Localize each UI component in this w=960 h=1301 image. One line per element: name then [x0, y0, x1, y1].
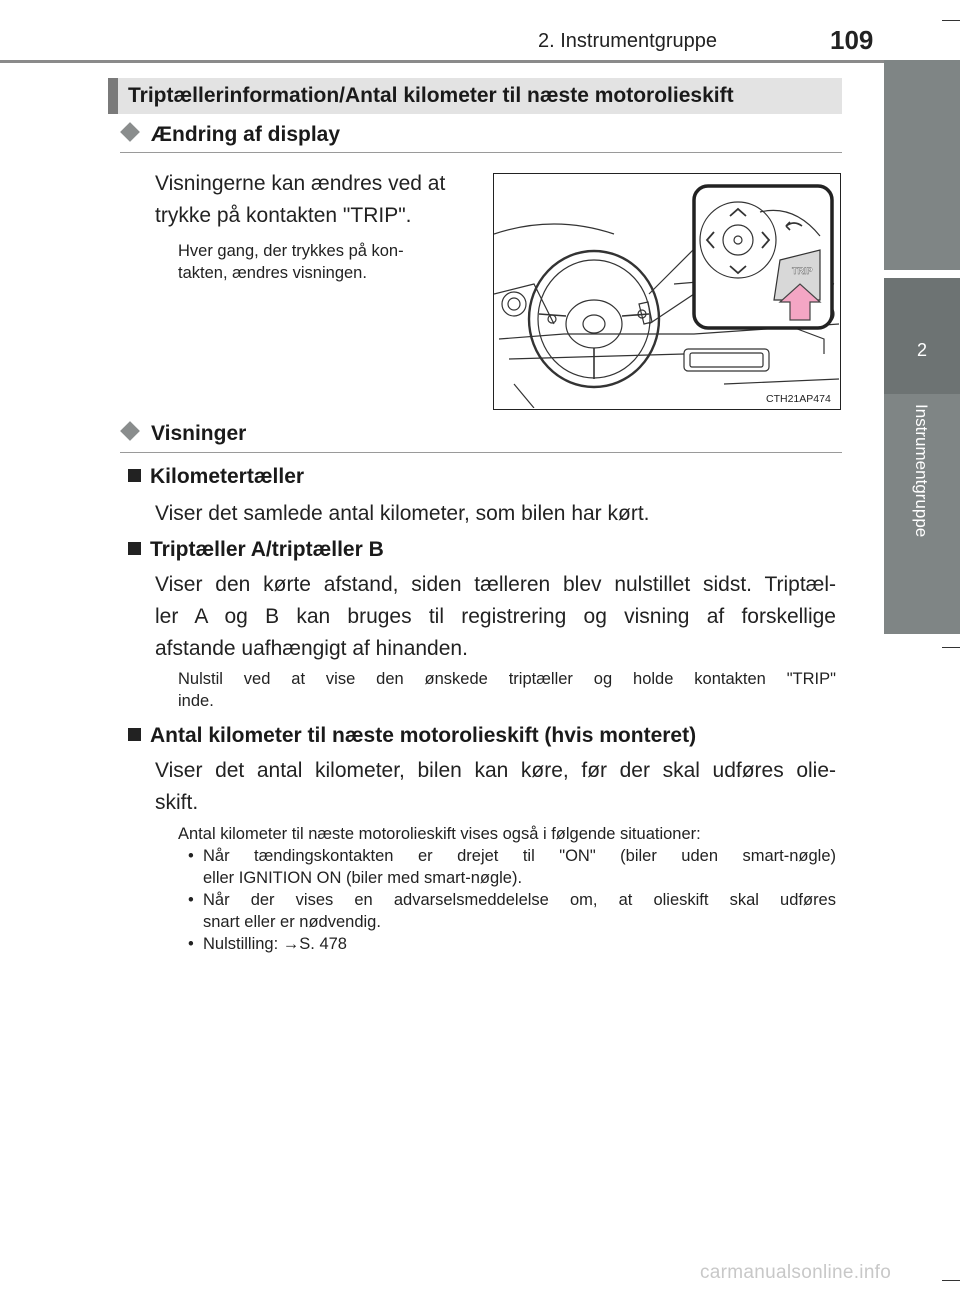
text-line: ler A og B kan bruges til registrering og visning af forskellige — [155, 605, 836, 628]
text-line: Visningerne kan ændres ved at — [155, 172, 446, 195]
trip-button-label: TRIP — [792, 266, 813, 276]
text-line: Viser det antal kilometer, bilen kan køre, før der skal udføres olie- — [155, 759, 836, 782]
chapter-title: Instrumentgruppe — [912, 404, 931, 538]
diamond-bullet-icon — [120, 122, 140, 142]
running-header-section: 2. Instrumentgruppe — [538, 30, 717, 52]
list-item-line: • Når der vises en advarselsmeddelelse om, at olieskift skal udføres — [203, 891, 836, 909]
header-rule — [0, 60, 960, 63]
crop-mark — [942, 20, 960, 21]
list-item — [178, 845, 836, 889]
list-item-line: • Når tændingskontakten er drejet til "ON" (biler uden smart-nøgle) — [203, 847, 836, 865]
text-line: skift. — [155, 791, 199, 814]
section-title-accent — [108, 78, 118, 114]
list-item-line: • Nulstilling: →S. 478 — [203, 935, 347, 953]
heading-text: Triptæller A/triptæller B — [150, 538, 384, 561]
trip-meter-text — [155, 569, 836, 665]
text-line: Viser den kørte afstand, siden tælleren blev nulstillet sidst. Triptæl- — [155, 573, 836, 596]
note-line: Nulstil ved at vise den ønskede triptæller og holde kontakten "TRIP" — [178, 670, 836, 688]
side-tab-chapter-number — [884, 278, 960, 394]
note-intro: Antal kilometer til næste motorolieskift vises også i følgende situationer: — [178, 825, 701, 843]
page-number: 109 — [830, 25, 874, 55]
watermark: carmanualsonline.info — [700, 1262, 892, 1283]
change-display-text — [155, 168, 480, 232]
subheading-rule — [120, 152, 842, 153]
change-display-note — [178, 240, 476, 284]
subheading-change-display — [120, 123, 340, 147]
trip-meter-note — [178, 668, 836, 712]
square-bullet-icon — [128, 542, 141, 555]
list-item-line: eller IGNITION ON (biler med smart-nøgle). — [203, 869, 523, 887]
text-line: trykke på kontakten "TRIP". — [155, 204, 412, 227]
section-title-bar — [108, 78, 842, 114]
text-line: afstande uafhængigt af hinanden. — [155, 637, 468, 660]
heading-text: Antal kilometer til næste motorolieskift (hvis monteret) — [150, 724, 697, 747]
note-line: Hver gang, der trykkes på kon- — [178, 242, 404, 260]
note-line: takten, ændres visningen. — [178, 264, 367, 282]
section-title: Triptællerinformation/Antal kilometer til næste motorolieskift — [128, 84, 734, 107]
subheading-displays — [120, 422, 246, 446]
list-item-line: snart eller er nødvendig. — [203, 913, 381, 931]
subheading-text: Visninger — [151, 422, 247, 445]
square-bullet-icon — [128, 469, 141, 482]
chapter-number: 2 — [916, 340, 927, 360]
heading-oil-change — [128, 724, 696, 748]
heading-trip-meter — [128, 538, 384, 562]
crop-mark — [942, 647, 960, 648]
steering-wheel-trip-switch-figure — [493, 173, 841, 410]
side-tab-chapter-title — [884, 394, 960, 634]
note-line: inde. — [178, 692, 214, 710]
list-item — [178, 889, 836, 933]
subheading-text: Ændring af display — [151, 123, 341, 146]
square-bullet-icon — [128, 728, 141, 741]
subheading-rule — [120, 452, 842, 453]
oil-change-situations-list — [178, 845, 836, 955]
side-tab-top — [884, 60, 960, 270]
odometer-text: Viser det samlede antal kilometer, som bilen har kørt. — [155, 502, 650, 525]
list-item-page-reference[interactable] — [178, 933, 836, 955]
figure-code: CTH21AP474 — [766, 393, 831, 405]
oil-change-note — [178, 823, 836, 955]
heading-text: Kilometertæller — [150, 465, 305, 488]
steering-wheel-illustration — [494, 174, 839, 408]
crop-mark — [942, 1280, 960, 1281]
heading-odometer — [128, 465, 304, 489]
diamond-bullet-icon — [120, 421, 140, 441]
oil-change-text — [155, 755, 836, 819]
